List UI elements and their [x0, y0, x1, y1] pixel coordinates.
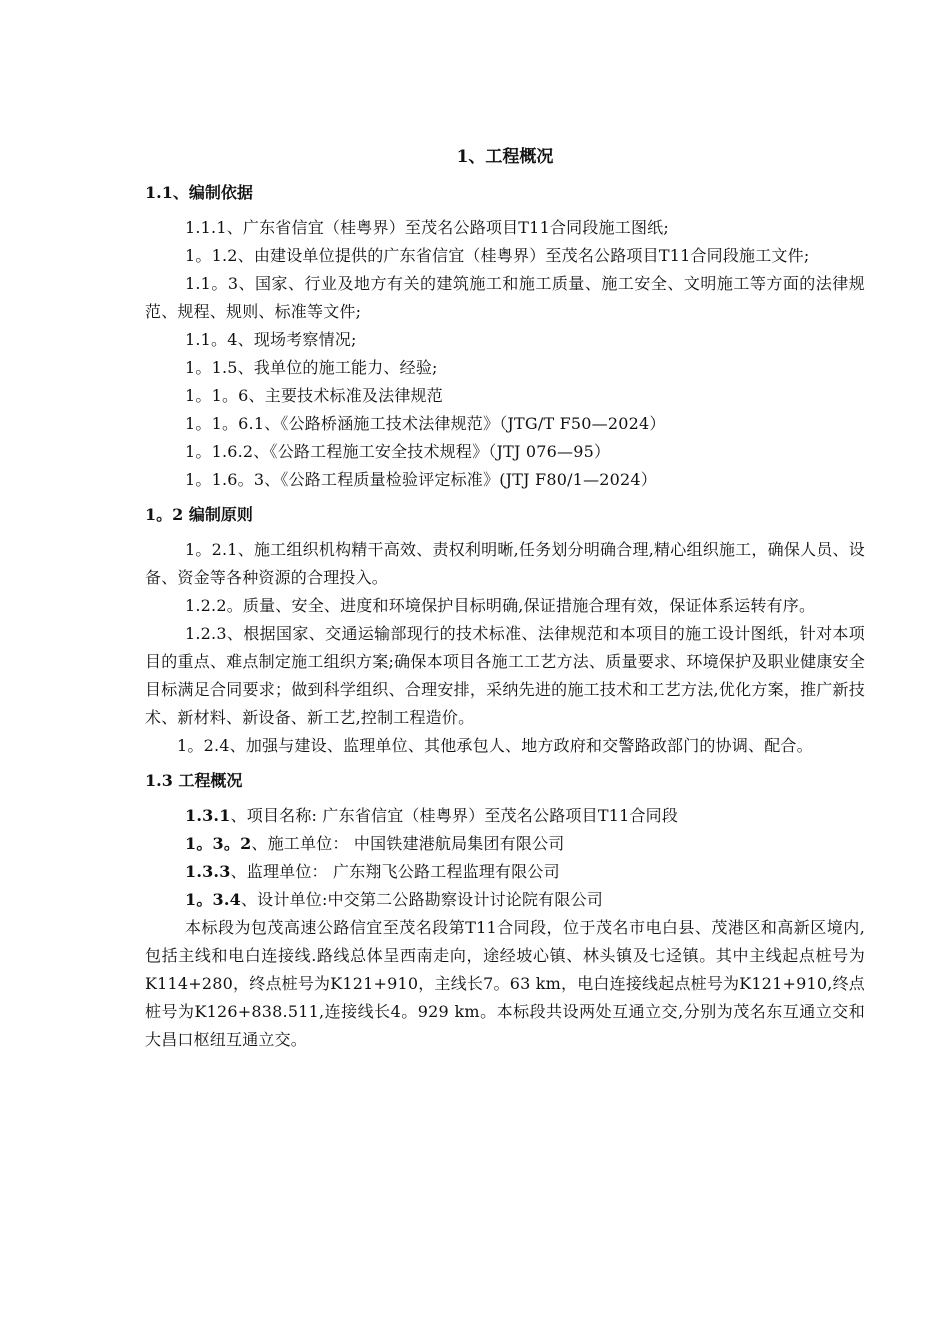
- overview-item-contractor: [145, 830, 865, 858]
- basis-item-6-2: 1。1.6.2、《公路工程施工安全技术规程》（JTJ 076—95）: [185, 442, 611, 461]
- basis-item-6-1: 1。1。6.1、《公路桥涵施工技术法律规范》（JTG/T F50—2024）: [185, 414, 666, 433]
- document-page: [145, 140, 865, 1054]
- overview-item-supervisor: [145, 858, 865, 886]
- basis-item-1: 1.1.1、广东省信宜（桂粤界）至茂名公路项目T11合同段施工图纸;: [185, 218, 669, 237]
- principle-item-4: 1。2.4、加强与建设、监理单位、其他承包人、地方政府和交警路政部门的协调、配合。: [177, 736, 813, 755]
- overview-item-text: 、设计单位:中交第二公路勘察设计讨论院有限公司: [240, 890, 603, 909]
- basis-item-5: 1。1.5、我单位的施工能力、经验;: [185, 358, 438, 377]
- overview-item-number: 1。3.4: [185, 890, 241, 909]
- overview-item-text: 、施工单位： 中国铁建港航局集团有限公司: [251, 834, 565, 853]
- overview-item-designer: [145, 886, 865, 914]
- section-heading-1-2: 1。2 编制原则: [145, 505, 253, 524]
- basis-item-4: 1.1。4、现场考察情况;: [185, 330, 357, 349]
- overview-item-text: 、项目名称: 广东省信宜（桂粤界）至茂名公路项目T11合同段: [230, 806, 679, 825]
- overview-item-text: 、监理单位： 广东翔飞公路工程监理有限公司: [230, 862, 560, 881]
- principle-item-2: 1.2.2。质量、安全、进度和环境保护目标明确,保证措施合理有效，保证体系运转有序。: [185, 596, 816, 615]
- overview-summary: 本标段为包茂高速公路信宜至茂名段第T11合同段，位于茂名市电白县、茂港区和高新区境内,包括主线和电白连接线.路线总体呈西南走向，途经坡心镇、林头镇及七迳镇。其中主线起点桩号为K114+280，终点桩号为K121+910，主线长7。63 km，电白连接线起点桩号为K121+910,终点桩号为K126+838.511,连接线长4。929 km。本标段共设两处互通立交,分别为茂名东互通立交和大昌口枢纽互通立交。: [145, 918, 865, 1049]
- basis-item-3: 1.1。3、国家、行业及地方有关的建筑施工和施工质量、施工安全、文明施工等方面的法律规范、规程、规则、标准等文件;: [145, 274, 865, 321]
- overview-item-number: 1.3.3: [185, 862, 231, 881]
- basis-item-6: 1。1。6、主要技术标准及法律规范: [185, 386, 443, 405]
- basis-item-6-3: 1。1.6。3、《公路工程质量检验评定标准》(JTJ F80/1—2024）: [185, 470, 657, 489]
- overview-item-number: 1.3.1: [185, 806, 231, 825]
- overview-item-number: 1。3。2: [185, 834, 252, 853]
- overview-item-project-name: [145, 802, 865, 830]
- document-title: 1、工程概况: [456, 147, 554, 167]
- basis-item-2: 1。1.2、由建设单位提供的广东省信宜（桂粤界）至茂名公路项目T11合同段施工文件;: [185, 246, 810, 265]
- principle-item-1: 1。2.1、施工组织机构精干高效、责权利明晰,任务划分明确合理,精心组织施工，确保人员、设备、资金等各种资源的合理投入。: [145, 540, 865, 587]
- principle-item-3: 1.2.3、根据国家、交通运输部现行的技术标准、法律规范和本项目的施工设计图纸，针对本项目的重点、难点制定施工组织方案;确保本项目各施工工艺方法、质量要求、环境保护及职业健康安全目标满足合同要求；做到科学组织、合理安排，采纳先进的施工技术和工艺方法,优化方案，推广新技术、新材料、新设备、新工艺,控制工程造价。: [145, 624, 865, 727]
- section-heading-1-1: 1.1、编制依据: [145, 183, 253, 202]
- section-heading-1-3: 1.3 工程概况: [145, 771, 243, 790]
